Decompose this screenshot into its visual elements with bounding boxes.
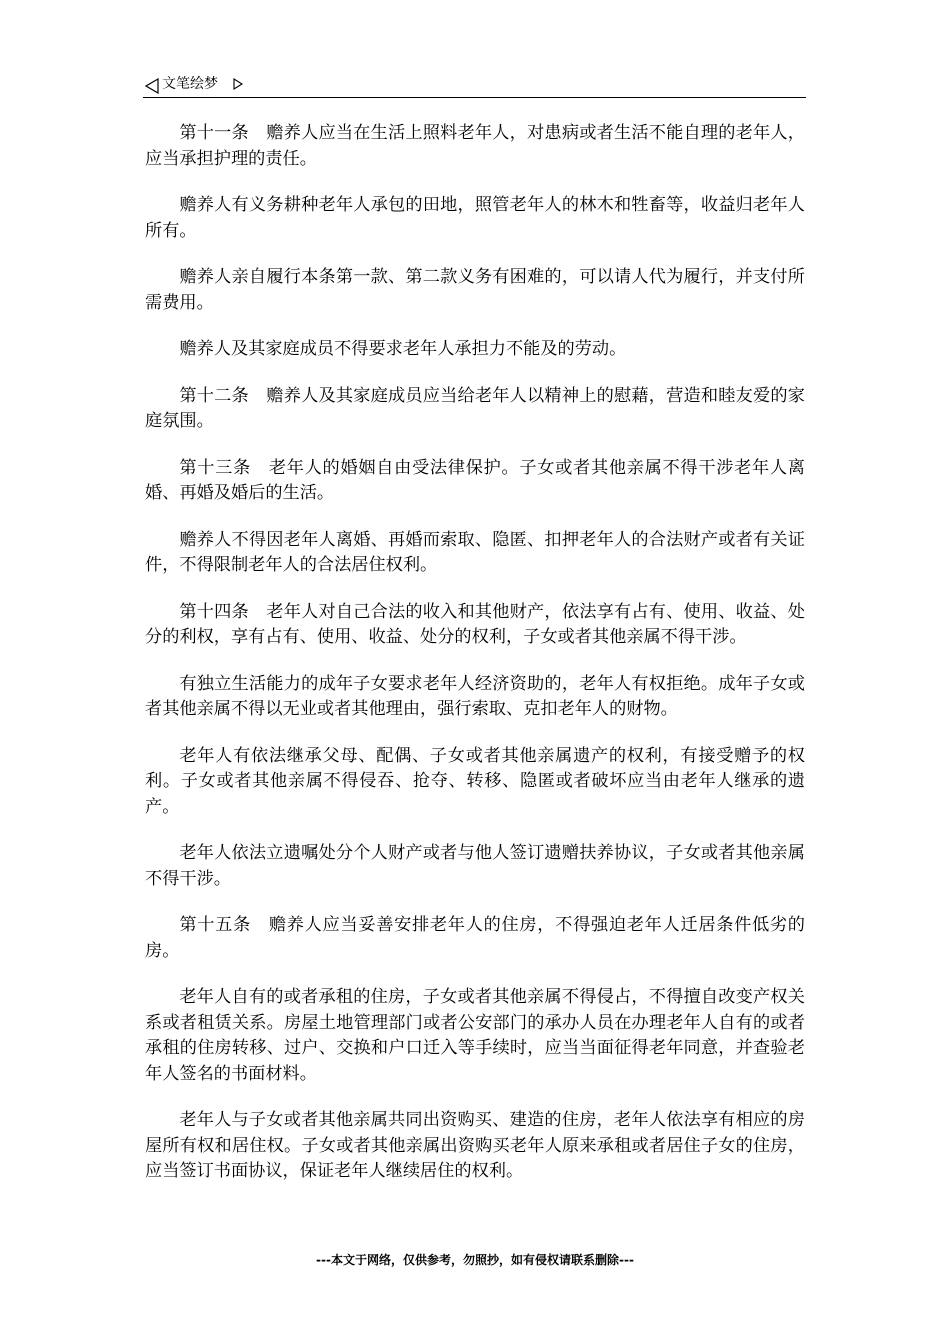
paragraph: 第十一条 赡养人应当在生活上照料老年人，对患病或者生活不能自理的老年人，应当承担护理的责任。	[145, 123, 805, 169]
paragraph: 老年人与子女或者其他亲属共同出资购买、建造的住房，老年人依法享有相应的房屋所有权和居住权。子女或者其他亲属出资购买老年人原来承租或者居住子女的住房，应当签订书面协议，保证老年人继续居住的权利。	[145, 1110, 805, 1181]
paragraph: 第十三条 老年人的婚姻自由受法律保护。子女或者其他亲属不得干涉老年人离婚、再婚及婚后的生活。	[145, 457, 805, 503]
triangle-left-icon	[145, 78, 159, 99]
paragraph: 赡养人有义务耕种老年人承包的田地，照管老年人的林木和牲畜等，收益归老年人所有。	[145, 195, 805, 241]
paragraph: 赡养人亲自履行本条第一款、第二款义务有困难的，可以请人代为履行，并支付所需费用。	[145, 267, 805, 313]
paragraph: 赡养人不得因老年人离婚、再婚而索取、隐匿、扣押老年人的合法财产或者有关证件，不得限制老年人的合法居住权利。	[145, 529, 805, 575]
document-body	[145, 121, 805, 1206]
footer-disclaimer: ---本文于网络，仅供参考，勿照抄，如有侵权请联系删除---	[316, 1253, 634, 1267]
paragraph: 赡养人及其家庭成员不得要求老年人承担力不能及的劳动。	[179, 339, 627, 359]
paragraph: 第十二条 赡养人及其家庭成员应当给老年人以精神上的慰藉，营造和睦友爱的家庭氛围。	[145, 385, 805, 431]
paragraph: 老年人自有的或者承租的住房，子女或者其他亲属不得侵占，不得擅自改变产权关系或者租赁关系。房屋土地管理部门或者公安部门的承办人员在办理老年人自有的或者承租的住房转移、过户、交换和户口迁入等手续时，应当当面征得老年同意，并查验老年人签名的书面材料。	[145, 987, 805, 1084]
paragraph: 第十五条 赡养人应当妥善安排老年人的住房，不得强迫老年人迁居条件低劣的房。	[145, 915, 805, 961]
paragraph: 第十四条 老年人对自己合法的收入和其他财产，依法享有占有、使用、收益、处分的利权，享有占有、使用、收益、处分的权利，子女或者其他亲属不得干涉。	[145, 601, 805, 647]
page-header	[143, 74, 806, 98]
triangle-right-icon	[233, 77, 243, 95]
paragraph: 老年人有依法继承父母、配偶、子女或者其他亲属遗产的权利，有接受赠予的权利。子女或者其他亲属不得侵吞、抢夺、转移、隐匿或者破坏应当由老年人继承的遗产。	[145, 745, 805, 817]
paragraph: 有独立生活能力的成年子女要求老年人经济资助的，老年人有权拒绝。成年子女或者其他亲属不得以无业或者其他理由，强行索取、克扣老年人的财物。	[145, 673, 805, 719]
brand-name: 文笔绘梦	[162, 76, 218, 92]
header-divider	[143, 97, 806, 98]
paragraph: 老年人依法立遗嘱处分个人财产或者与他人签订遗赠扶养协议，子女或者其他亲属不得干涉。	[145, 843, 805, 889]
